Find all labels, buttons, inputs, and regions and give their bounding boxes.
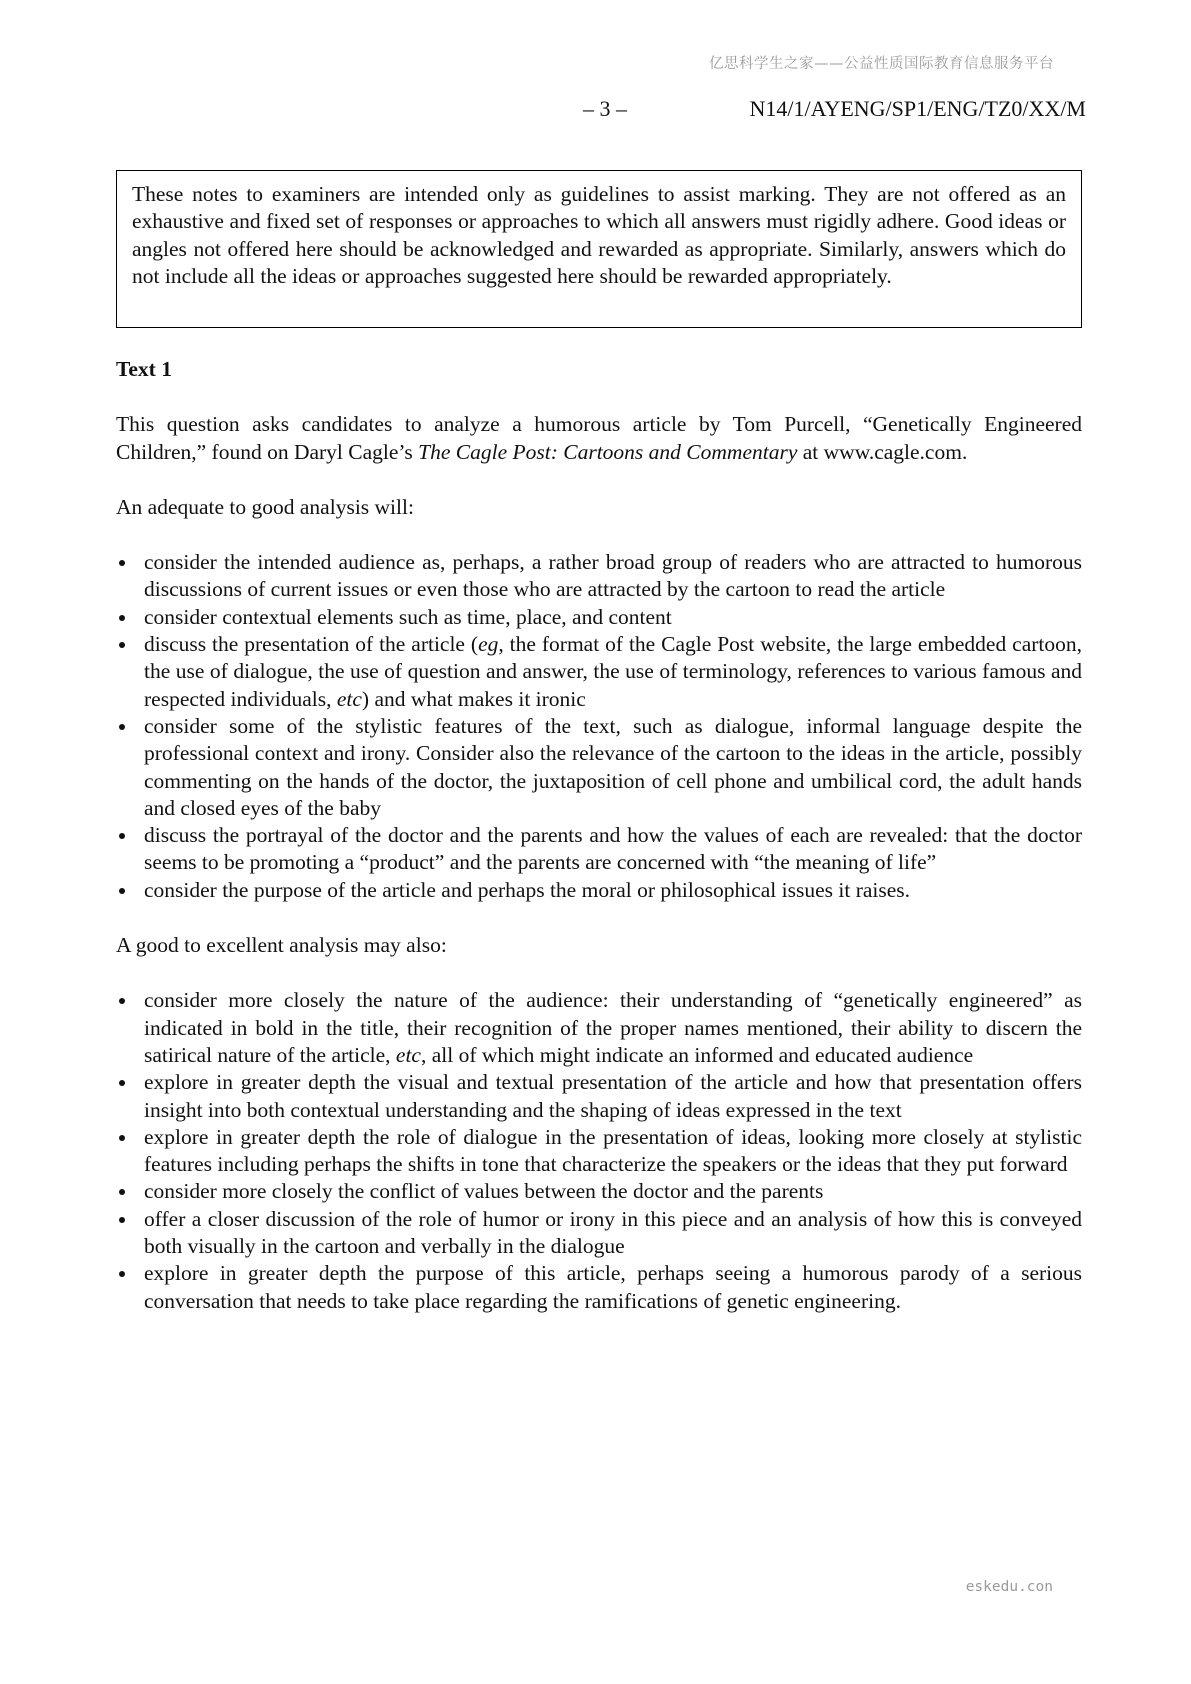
bullet-icon bbox=[119, 1271, 125, 1277]
bullet-icon bbox=[119, 1080, 125, 1086]
bullet-icon bbox=[119, 1135, 125, 1141]
bullet-icon bbox=[119, 1189, 125, 1195]
adequate-analysis-list bbox=[116, 549, 1082, 904]
markscheme-content bbox=[116, 356, 1082, 1343]
list-item bbox=[116, 1260, 1082, 1315]
italic-abbrev: eg bbox=[478, 632, 499, 657]
list-item-text: explore in greater depth the purpose of this article, perhaps seeing a humorous parody of a serious conversation that needs to take place regarding the ramifications of genetic engineering. bbox=[144, 1261, 1082, 1313]
list-item-text: explore in greater depth the visual and textual presentation of the article and how that presentation offers insight into both contextual understanding and the shaping of ideas expressed in the text bbox=[144, 1070, 1082, 1122]
examiner-notice-box bbox=[116, 170, 1082, 328]
excellent-analysis-heading: A good to excellent analysis may also: bbox=[116, 933, 447, 958]
list-item-text: consider the purpose of the article and perhaps the moral or philosophical issues it raises. bbox=[144, 877, 911, 902]
examiner-notice-text: These notes to examiners are intended only as guidelines to assist marking. They are not offered as an exhaustive and fixed set of responses or approaches to which all answers must rigidly adhere. Good ideas or angles not offered here should be acknowledged and rewarded as appropriate. Similarly, answers which do not include all the ideas or approaches suggested here should be rewarded appropriately. bbox=[132, 182, 1066, 288]
page-header bbox=[0, 96, 1191, 126]
list-item bbox=[116, 1178, 1082, 1205]
bullet-icon bbox=[119, 560, 125, 566]
paper-code: N14/1/AYENG/SP1/ENG/TZ0/XX/M bbox=[749, 96, 1086, 121]
list-item-text: ) and what makes it ironic bbox=[361, 686, 586, 711]
adequate-analysis-heading: An adequate to good analysis will: bbox=[116, 494, 414, 519]
bullet-icon bbox=[119, 615, 125, 621]
list-item-text: discuss the presentation of the article ( bbox=[144, 632, 479, 657]
list-item bbox=[116, 1206, 1082, 1261]
excellent-analysis-list bbox=[116, 987, 1082, 1315]
list-item bbox=[116, 604, 1082, 631]
section-heading: Text 1 bbox=[116, 357, 172, 381]
list-item-text: explore in greater depth the role of dialogue in the presentation of ideas, looking more closely at stylistic features including perhaps the shifts in tone that characterize the speakers or the ideas that they put forward bbox=[144, 1124, 1082, 1177]
list-item bbox=[116, 1069, 1082, 1124]
list-item-text: , the format of the Cagle Post website, the large embedded cartoon, the use of dialogue, the use of question and answer, the use of terminology, references to various famous and respected individuals, bbox=[144, 632, 1082, 711]
publication-title: The Cagle Post: Cartoons and Commentary bbox=[418, 439, 798, 464]
watermark-footer: eskedu.con bbox=[965, 1579, 1053, 1595]
list-item bbox=[116, 877, 1082, 904]
watermark-header: 亿思科学生之家——公益性质国际教育信息服务平台 bbox=[709, 56, 1054, 72]
bullet-icon bbox=[119, 888, 125, 894]
list-item-text: , all of which might indicate an informed and educated audience bbox=[420, 1042, 974, 1067]
list-item-text: consider the intended audience as, perhaps, a rather broad group of readers who are attracted to humorous discussions of current issues or even those who are attracted by the cartoon to read the article bbox=[144, 550, 1082, 602]
page-number: – 3 – bbox=[583, 96, 627, 121]
list-item-text: consider more closely the conflict of values between the doctor and the parents bbox=[144, 1179, 824, 1204]
list-item bbox=[116, 822, 1082, 877]
list-item-text: discuss the portrayal of the doctor and the parents and how the values of each are revealed: that the doctor seems to be promoting a “product” and the parents are concerned with “the meaning of life” bbox=[144, 823, 1082, 875]
list-item-text: offer a closer discussion of the role of humor or irony in this piece and an analysis of how this is conveyed both visually in the cartoon and verbally in the dialogue bbox=[144, 1206, 1082, 1259]
bullet-icon bbox=[119, 1217, 125, 1223]
list-item bbox=[116, 987, 1082, 1069]
italic-abbrev: etc bbox=[336, 686, 362, 711]
intro-paragraph bbox=[116, 411, 1082, 466]
intro-text-after: at www.cagle.com. bbox=[797, 439, 968, 464]
list-item bbox=[116, 631, 1082, 713]
bullet-icon bbox=[119, 998, 125, 1004]
list-item bbox=[116, 1124, 1082, 1179]
bullet-icon bbox=[119, 724, 125, 730]
list-item-text: consider more closely the nature of the audience: their understanding of “genetically engineered” as indicated in bold in the title, their recognition of the proper names mentioned, their ability to discern the satirical nature of the article, bbox=[144, 988, 1082, 1067]
intro-text-before: This question asks candidates to analyze a humorous article by Tom Purcell, “Genetically Engineered Children,” found on Daryl Cagle’s bbox=[116, 412, 1082, 464]
list-item-text: consider contextual elements such as time, place, and content bbox=[144, 604, 672, 629]
list-item bbox=[116, 549, 1082, 604]
italic-abbrev: etc bbox=[395, 1042, 421, 1067]
bullet-icon bbox=[119, 642, 125, 648]
bullet-icon bbox=[119, 833, 125, 839]
list-item bbox=[116, 713, 1082, 822]
list-item-text: consider some of the stylistic features of the text, such as dialogue, informal language despite the professional context and irony. Consider also the relevance of the cartoon to the ideas in the article, possibly commenting on the hands of the doctor, the juxtaposition of cell phone and umbilical cord, the adult hands and closed eyes of the baby bbox=[144, 713, 1082, 820]
